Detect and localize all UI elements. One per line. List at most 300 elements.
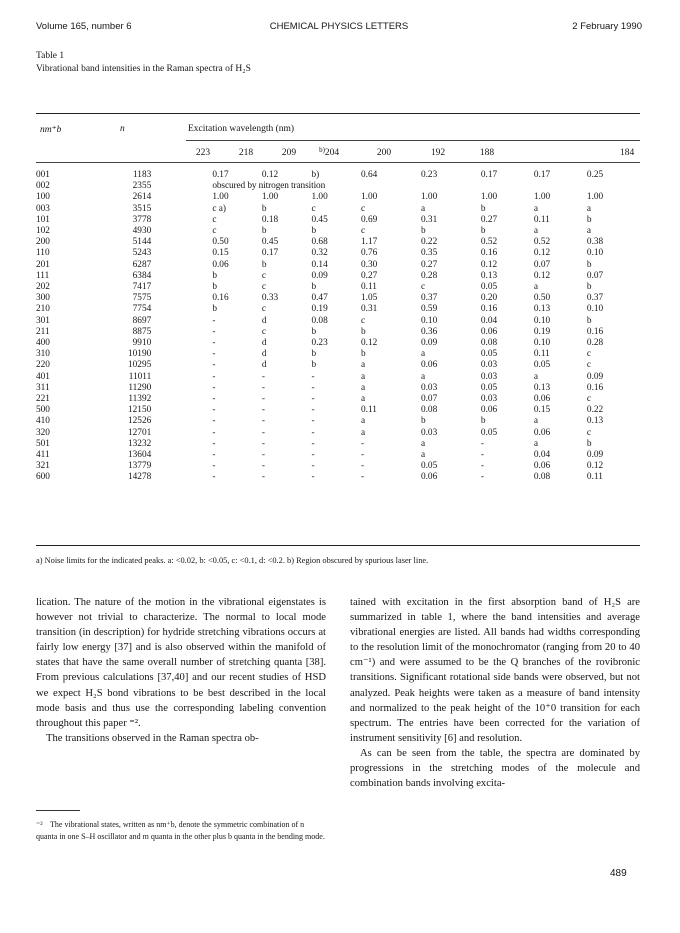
table-cell: b (586, 259, 592, 270)
table-caption (36, 50, 251, 76)
table-cell: 5243 (132, 248, 152, 259)
table-cell: 301 (36, 315, 50, 326)
table-cell: 2355 (132, 181, 152, 192)
table-row (36, 338, 640, 349)
table-cell: 0.10 (533, 338, 551, 349)
table-cell: a (420, 438, 426, 449)
table-row (36, 248, 640, 259)
table-cell (587, 181, 640, 192)
table-cell: c (420, 282, 426, 293)
col-state-header: nm⁺b (40, 125, 62, 135)
table-cell: 1.00 (212, 192, 229, 203)
table-cell: 0.12 (261, 170, 279, 180)
table-row (36, 260, 640, 271)
table-cell: c (261, 270, 267, 281)
table-cell: - (212, 472, 216, 483)
table-cell: c (586, 349, 592, 360)
table-cell: 0.06 (533, 394, 551, 405)
table-footnote: a) Noise limits for the indicated peaks. a: <0.02, b: <0.05, c: <0.1, d: <0.2. b) Region obscured by spurious laser line. (36, 556, 429, 565)
table-cell: 0.30 (361, 259, 378, 270)
footnote-text: The vibrational states, written as nm⁺b, denote the symmetric combination of n quanta in one S–H oscillator and m quanta in the other plus b quanta in the bending mode. (36, 820, 325, 841)
table-cell (151, 304, 212, 315)
table-cell (421, 181, 481, 192)
table-cell: - (212, 315, 216, 326)
table-cell: 0.05 (480, 427, 498, 438)
paragraph: The transitions observed in the Raman spectra ob- (46, 732, 259, 744)
table-cell (151, 450, 212, 461)
table-cell: 102 (36, 226, 50, 237)
table-cell: - (212, 371, 216, 382)
table-cell: b (480, 416, 486, 427)
table-cell: - (212, 438, 216, 449)
table-cell: c (586, 394, 592, 405)
table-cell: 0.59 (420, 304, 438, 315)
table-cell: - (361, 438, 365, 449)
table-cell: c (361, 203, 366, 214)
table-cell: 0.17 (533, 170, 551, 180)
table-cell: 0.07 (586, 270, 604, 281)
table-cell (151, 215, 212, 226)
table-cell: - (480, 472, 484, 483)
table-cell (481, 181, 534, 192)
table-cell: 9910 (132, 338, 152, 349)
table-cell: 0.04 (480, 315, 498, 326)
table-cell: 0.05 (480, 382, 498, 393)
table-cell: - (361, 461, 365, 472)
table-cell: 320 (36, 427, 50, 438)
table-cell: 0.05 (533, 360, 551, 371)
table-cell: 600 (36, 472, 50, 483)
table-cell: b (420, 226, 426, 237)
table-cell: 0.37 (586, 293, 604, 304)
text-column-left (36, 595, 326, 746)
table-cell: 0.08 (311, 315, 328, 326)
table-row (36, 461, 640, 472)
table-cell: 0.10 (586, 248, 604, 259)
table-cell: 411 (36, 450, 50, 461)
table-cell: 0.12 (480, 259, 498, 270)
table-cell: - (361, 450, 365, 461)
table-cell: 0.12 (533, 270, 551, 281)
wavelength-header: 204 (324, 148, 340, 158)
table-cell (534, 181, 587, 192)
table-cell: b (212, 270, 217, 281)
volume-label: Volume 165, number 6 (36, 21, 132, 32)
table-cell (151, 428, 212, 439)
table-cell: 500 (36, 405, 50, 416)
table-cell: b (586, 438, 592, 449)
table-cell: 12150 (128, 405, 152, 416)
table-row (36, 304, 640, 315)
table-cell: - (212, 394, 216, 405)
wavelength-header: 218 (238, 148, 254, 158)
table-cell: 0.28 (586, 338, 604, 349)
table-cell (151, 327, 212, 338)
table-cell: a (361, 427, 366, 438)
table-cell: - (480, 461, 484, 472)
table-row (36, 439, 640, 450)
table-cell: 0.64 (361, 170, 378, 180)
table-row (36, 316, 640, 327)
table-cell: 0.22 (586, 405, 604, 416)
table-cell: 13779 (128, 461, 152, 472)
table-cell: 0.52 (480, 237, 498, 248)
table-cell: 0.05 (420, 461, 438, 472)
table-cell: - (261, 472, 265, 483)
table-cell (151, 316, 212, 327)
table-cell: - (212, 405, 216, 416)
table-cell: 0.52 (533, 237, 551, 248)
table-cell: 0.16 (586, 326, 604, 337)
table-cell: b (586, 214, 592, 225)
table-cell: 310 (36, 349, 50, 360)
table-cell (151, 439, 212, 450)
table-cell: b (311, 349, 317, 360)
table-cell: 0.10 (586, 304, 604, 315)
table-cell: 0.69 (361, 214, 378, 225)
table-cell: 311 (36, 382, 50, 393)
table-cell: 0.22 (420, 237, 438, 248)
table-cell: b (311, 360, 317, 371)
wavelength-header: 192 (430, 148, 446, 158)
table-cell: a (533, 416, 539, 427)
table-cell: 0.16 (212, 293, 229, 304)
table-cell: c (261, 282, 267, 293)
table-cell: 1.00 (480, 192, 498, 203)
table-cell: 0.05 (480, 282, 498, 293)
table-cell: 7575 (132, 293, 152, 304)
table-cell (151, 248, 212, 259)
table-cell: a (533, 282, 539, 293)
table-cell: 0.31 (420, 214, 438, 225)
table-cell: 0.06 (480, 405, 498, 416)
table-cell: c (586, 360, 592, 371)
table-cell (361, 181, 421, 192)
table-cell: c a) (212, 203, 227, 214)
table-cell (151, 204, 212, 215)
table-cell (151, 394, 212, 405)
table-cell: 0.32 (311, 248, 328, 259)
table-cell: b (361, 349, 366, 360)
table-cell: 0.15 (533, 405, 551, 416)
paragraph: lication. The nature of the motion in the vibrational eigenstates is however not trivial to characterize. The normal to local mode transition (in description) for hydride stretching vibrations occurs at fairly low energy [37] and is also observed within the manifold of states that have the same overall number of stretching quanta [38]. From previous calculations [37,40] and our recent studies of HSD we expect H₂S bond vibrations to be best described in the local mode basis and thus use the corresponding labeling convention throughout this paper ⁼². (36, 597, 326, 729)
table-cell: - (261, 416, 265, 427)
table-cell: - (261, 461, 265, 472)
table-cell: 0.37 (420, 293, 438, 304)
table-row (36, 204, 640, 215)
table-cell: 0.13 (480, 270, 498, 281)
table-cell: 1.00 (533, 192, 551, 203)
table-cell (151, 360, 212, 371)
table-cell: 0.50 (212, 237, 229, 248)
table-row (36, 170, 640, 181)
table-cell: 400 (36, 338, 50, 349)
table-cell: 0.03 (420, 382, 438, 393)
table-cell: 13232 (128, 438, 152, 449)
table-cell: a (361, 371, 366, 382)
table-cell: 200 (36, 237, 50, 248)
table-top-rule (36, 113, 640, 114)
table-cell: 8697 (132, 315, 152, 326)
table-cell: b (361, 326, 366, 337)
table-cell: 0.03 (480, 394, 498, 405)
table-cell: a (533, 226, 539, 237)
table-cell: 101 (36, 214, 50, 225)
table-cell: - (261, 382, 265, 393)
table-cell: 0.09 (420, 338, 438, 349)
table-cell: 0.76 (361, 248, 378, 259)
table-cell: 14278 (128, 472, 152, 483)
table-cell: a (586, 203, 592, 214)
table-cell: a (533, 371, 539, 382)
table-cell: - (212, 349, 216, 360)
table-cell: b (586, 282, 592, 293)
table-cell: 1.00 (361, 192, 378, 203)
table-cell: 5144 (132, 237, 152, 248)
table-cell: - (212, 326, 216, 337)
table-cell: 0.06 (533, 427, 551, 438)
table-row (36, 237, 640, 248)
table-cell: a (586, 226, 592, 237)
table-cell: - (212, 360, 216, 371)
table-cell: 1.17 (361, 237, 378, 248)
table-row (36, 372, 640, 383)
table-cell: 0.07 (420, 394, 438, 405)
table-cell: 201 (36, 259, 50, 270)
table-cell (151, 372, 212, 383)
table-cell: 1.00 (586, 192, 604, 203)
table-cell: 0.19 (533, 326, 551, 337)
table-cell: 0.04 (533, 450, 551, 461)
table-cell: - (311, 461, 315, 472)
table-cell (151, 170, 212, 181)
table-cell: d (261, 315, 267, 326)
table-cell: 0.07 (533, 259, 551, 270)
table-cell: 0.23 (311, 338, 328, 349)
table-cell: 0.15 (212, 248, 229, 259)
table-cell: 410 (36, 416, 50, 427)
table-cell: a (420, 349, 426, 360)
excitation-rule (186, 140, 640, 141)
table-row (36, 428, 640, 439)
table-cell: 0.12 (361, 338, 378, 349)
table-cell (151, 472, 212, 483)
table-cell: 10190 (128, 349, 152, 360)
running-header (36, 21, 642, 35)
table-cell: - (261, 438, 265, 449)
table-cell: 3515 (132, 203, 152, 214)
table-cell: 0.12 (533, 248, 551, 259)
wavelength-header: 200 (376, 148, 392, 158)
table-cell: a (361, 382, 366, 393)
table-cell: c (361, 226, 366, 237)
table-cell: c (586, 427, 592, 438)
table-cell: - (212, 416, 216, 427)
table-cell (151, 416, 212, 427)
table-cell: 1.00 (261, 192, 279, 203)
table-cell: 0.33 (261, 293, 279, 304)
table-cell: 0.47 (311, 293, 328, 304)
table-row (36, 394, 640, 405)
col-n-header: n (120, 124, 125, 134)
table-cell: 0.05 (480, 349, 498, 360)
footnote-rule (36, 810, 80, 811)
table-cell: a (420, 450, 426, 461)
table-cell: 10295 (128, 360, 152, 371)
table-cell: 0.31 (361, 304, 378, 315)
table-cell: 110 (36, 248, 50, 259)
table-cell: 401 (36, 371, 50, 382)
table-cell: a (361, 394, 366, 405)
table-cell: b (212, 282, 217, 293)
table-cell: 0.36 (420, 326, 438, 337)
table-row (36, 293, 640, 304)
table-cell: 100 (36, 192, 50, 203)
table-cell: 7754 (132, 304, 152, 315)
table-cell: 0.03 (480, 360, 498, 371)
table-cell: 211 (36, 326, 50, 337)
table-label: Table 1 (36, 51, 65, 61)
table-cell: 0.08 (420, 405, 438, 416)
table-cell: - (311, 450, 315, 461)
table-cell: 210 (36, 304, 50, 315)
table-cell: 0.20 (480, 293, 498, 304)
table-cell: 0.10 (533, 315, 551, 326)
table-cell: 0.14 (311, 259, 328, 270)
intensity-table (36, 170, 640, 484)
table-cell: 0.11 (586, 472, 603, 483)
table-cell: b (212, 304, 217, 315)
table-cell: 002 (36, 181, 50, 192)
table-cell: 1.05 (361, 293, 378, 304)
wavelength-header: 223 (195, 148, 211, 158)
table-cell: 11290 (128, 382, 152, 393)
table-cell (151, 338, 212, 349)
paragraph: tained with excitation in the first absorption band of H₂S are summarized in table 1, where the band intensities and average vibrational energies are listed. All bands had widths corresponding to the resolution limit of the monochromator (ranging from 20 to 40 cm⁻¹) and were assumed to be the Q branches of the rovibronic transitions. Significant rotational side bands were observed, but not analyzed. Peak heights were taken as a measure of band intensity and normalized to the peak height of the 10⁺0 transition for each spectrum. The entries have been corrected for the variation of instrument sensitivity [6] and resolution. (350, 597, 640, 744)
table-cell: - (480, 438, 484, 449)
table-cell: c (311, 203, 316, 214)
table-row (36, 181, 640, 192)
table-row (36, 192, 640, 203)
table-cell (151, 260, 212, 271)
table-cell: 0.08 (533, 472, 551, 483)
table-cell: 0.12 (586, 461, 604, 472)
table-row (36, 215, 640, 226)
table-cell (151, 383, 212, 394)
table-cell: 0.06 (212, 259, 229, 270)
table-row (36, 383, 640, 394)
table-cell: 11392 (128, 394, 152, 405)
wavelength-header: 209 (281, 148, 297, 158)
table-cell: 4930 (132, 226, 152, 237)
table-cell: - (212, 338, 216, 349)
table-row (36, 271, 640, 282)
table-cell: - (311, 394, 315, 405)
table-cell: 221 (36, 394, 50, 405)
page-number: 489 (610, 868, 627, 879)
table-cell: 0.27 (361, 270, 378, 281)
table-cell: 0.06 (533, 461, 551, 472)
table-cell: 0.11 (533, 349, 550, 360)
table-cell: - (311, 371, 315, 382)
table-row (36, 472, 640, 483)
table-cell: b (586, 315, 592, 326)
table-cell: d (261, 349, 267, 360)
table-cell: - (361, 472, 365, 483)
table-cell: 0.03 (480, 371, 498, 382)
table-cell: a (361, 416, 366, 427)
table-cell: 0.16 (480, 248, 498, 259)
table-cell: 0.03 (420, 427, 438, 438)
wavelength-header: 184 (620, 148, 635, 158)
table-cell: 1183 (133, 170, 152, 180)
table-cell: 0.35 (420, 248, 438, 259)
table-cell: 0.06 (420, 472, 438, 483)
table-cell: 0.06 (480, 326, 498, 337)
table-cell: d (261, 338, 267, 349)
table-row (36, 327, 640, 338)
table-cell: b (480, 226, 486, 237)
table-cell: c (361, 315, 366, 326)
page-footnote (36, 819, 326, 842)
table-cell (151, 271, 212, 282)
table-cell: 0.13 (533, 382, 551, 393)
table-cell: 003 (36, 203, 50, 214)
table-cell: c (212, 214, 217, 225)
table-cell: 0.11 (533, 214, 550, 225)
table-cell: 0.08 (480, 338, 498, 349)
table-cell: 0.16 (480, 304, 498, 315)
table-cell: 13604 (128, 450, 152, 461)
table-cell (151, 282, 212, 293)
table-cell: - (311, 438, 315, 449)
table-cell: 0.13 (533, 304, 551, 315)
table-cell: c (261, 326, 267, 337)
table-title: Vibrational band intensities in the Raman spectra of H₂S (36, 64, 251, 74)
table-cell: 0.10 (420, 315, 438, 326)
table-cell: 501 (36, 438, 50, 449)
table-cell: 7417 (132, 282, 152, 293)
table-cell: 3778 (132, 214, 152, 225)
table-cell (151, 405, 212, 416)
table-row (36, 450, 640, 461)
table-cell (151, 349, 212, 360)
paragraph: As can be seen from the table, the spectra are dominated by progressions in the stretching modes of the molecule and combination bands involving excita- (350, 747, 640, 790)
table-cell: 0.68 (311, 237, 328, 248)
table-row (36, 360, 640, 371)
table-cell: c (261, 304, 267, 315)
table-cell: c (212, 226, 217, 237)
table-cell: d (261, 360, 267, 371)
table-cell: 0.16 (586, 382, 604, 393)
table-cell: b (480, 203, 486, 214)
table-cell: 0.28 (420, 270, 438, 281)
table-cell: a (420, 371, 426, 382)
table-cell: - (311, 472, 315, 483)
table-row (36, 405, 640, 416)
table-bottom-rule (36, 545, 640, 546)
table-cell: b (420, 416, 426, 427)
table-cell: 0.23 (420, 170, 438, 180)
table-cell: a (420, 203, 426, 214)
table-cell: - (261, 371, 265, 382)
table-cell (151, 226, 212, 237)
footnote-mark: ⁼² (36, 820, 43, 829)
table-row (36, 226, 640, 237)
wavelength-header: 188 (479, 148, 495, 158)
table-cell: 11011 (128, 371, 152, 382)
table-cell: 0.13 (586, 416, 604, 427)
